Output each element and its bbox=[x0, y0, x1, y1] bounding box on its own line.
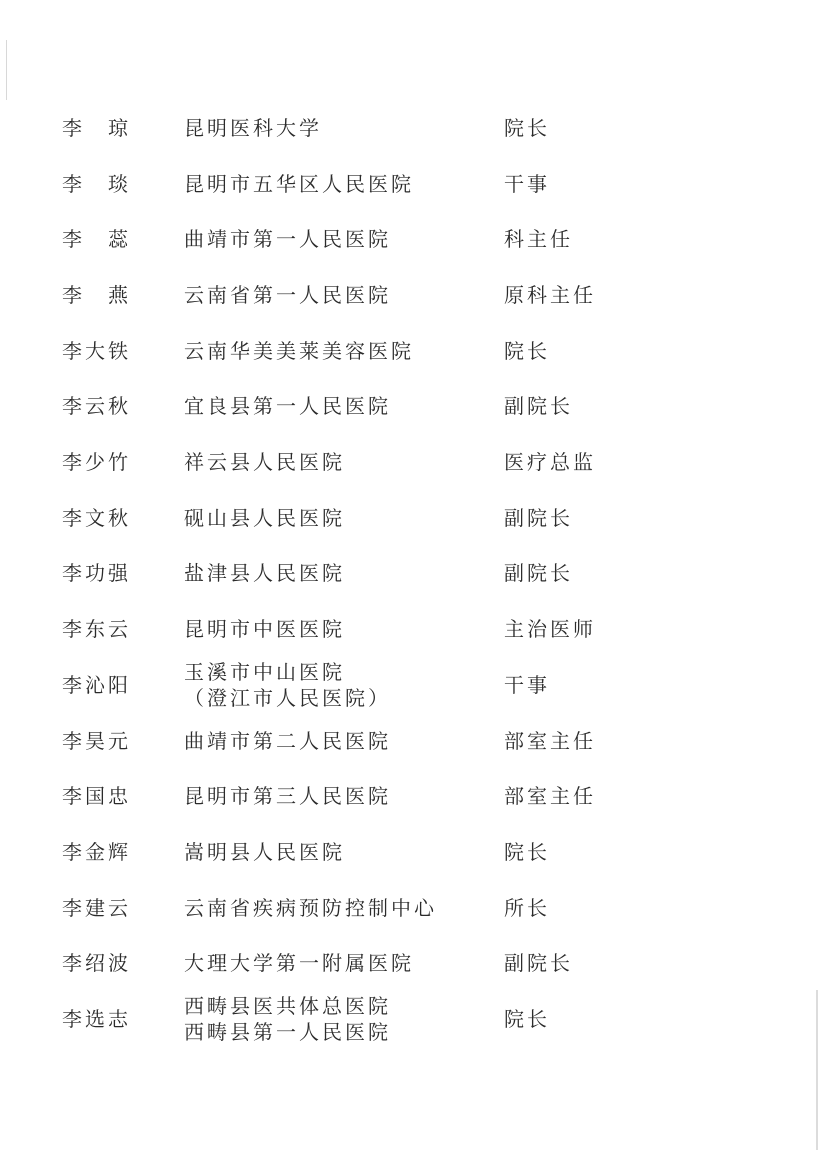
organization bbox=[184, 616, 345, 642]
person-name: 李东云 bbox=[62, 617, 131, 642]
personnel-list bbox=[0, 100, 826, 1047]
organization-line: 祥云县人民医院 bbox=[184, 449, 345, 474]
organization-line: 嵩明县人民医院 bbox=[184, 840, 345, 865]
position-title: 院长 bbox=[504, 338, 550, 363]
person-name: 李大铁 bbox=[62, 338, 131, 363]
person-name: 李少竹 bbox=[62, 449, 131, 474]
position-title: 部室主任 bbox=[504, 728, 596, 753]
list-item bbox=[0, 936, 826, 992]
organization bbox=[184, 560, 345, 586]
organization-line: 曲靖市第二人民医院 bbox=[184, 728, 391, 753]
list-item bbox=[0, 713, 826, 769]
organization-line: 宜良县第一人民医院 bbox=[184, 394, 391, 419]
organization bbox=[184, 226, 391, 252]
position-title: 院长 bbox=[504, 115, 550, 140]
person-name: 李昊元 bbox=[62, 728, 131, 753]
organization bbox=[184, 839, 345, 865]
list-item bbox=[0, 378, 826, 434]
person-name: 李金辉 bbox=[62, 840, 131, 865]
scan-edge-left bbox=[6, 40, 7, 100]
list-item bbox=[0, 880, 826, 936]
organization-line: 西畴县医共体总医院 bbox=[184, 994, 391, 1019]
person-name: 李 琼 bbox=[62, 115, 131, 140]
organization bbox=[184, 728, 391, 754]
organization-line: 玉溪市中山医院 bbox=[184, 659, 345, 684]
list-item bbox=[0, 657, 826, 713]
organization bbox=[184, 393, 391, 419]
organization bbox=[184, 115, 322, 141]
list-item bbox=[0, 824, 826, 880]
list-item bbox=[0, 546, 826, 602]
organization bbox=[184, 950, 414, 976]
person-name: 李 燕 bbox=[62, 282, 131, 307]
organization bbox=[184, 783, 391, 809]
person-name: 李 琰 bbox=[62, 171, 131, 196]
organization-line: 云南省疾病预防控制中心 bbox=[184, 895, 437, 920]
list-item bbox=[0, 156, 826, 212]
position-title: 原科主任 bbox=[504, 282, 596, 307]
organization-line: 云南省第一人民医院 bbox=[184, 282, 391, 307]
list-item bbox=[0, 991, 826, 1047]
person-name: 李文秋 bbox=[62, 505, 131, 530]
list-item bbox=[0, 100, 826, 156]
person-name: 李功强 bbox=[62, 561, 131, 586]
person-name: 李选志 bbox=[62, 1007, 131, 1032]
position-title: 主治医师 bbox=[504, 617, 596, 642]
organization bbox=[184, 993, 391, 1045]
position-title: 院长 bbox=[504, 1007, 550, 1032]
organization bbox=[184, 895, 437, 921]
list-item bbox=[0, 434, 826, 490]
organization-line: （澄江市人民医院） bbox=[184, 685, 391, 710]
organization-line: 砚山县人民医院 bbox=[184, 505, 345, 530]
position-title: 副院长 bbox=[504, 394, 573, 419]
organization bbox=[184, 505, 345, 531]
list-item bbox=[0, 601, 826, 657]
position-title: 干事 bbox=[504, 171, 550, 196]
list-item bbox=[0, 769, 826, 825]
organization-line: 曲靖市第一人民医院 bbox=[184, 227, 391, 252]
organization bbox=[184, 338, 414, 364]
organization bbox=[184, 282, 391, 308]
person-name: 李绍波 bbox=[62, 951, 131, 976]
organization bbox=[184, 659, 391, 711]
position-title: 干事 bbox=[504, 672, 550, 697]
position-title: 所长 bbox=[504, 895, 550, 920]
organization bbox=[184, 171, 414, 197]
organization-line: 西畴县第一人民医院 bbox=[184, 1020, 391, 1045]
list-item bbox=[0, 323, 826, 379]
organization-line: 盐津县人民医院 bbox=[184, 561, 345, 586]
person-name: 李云秋 bbox=[62, 394, 131, 419]
organization-line: 昆明市第三人民医院 bbox=[184, 784, 391, 809]
organization-line: 昆明市中医医院 bbox=[184, 617, 345, 642]
position-title: 副院长 bbox=[504, 505, 573, 530]
organization-line: 大理大学第一附属医院 bbox=[184, 951, 414, 976]
organization-line: 云南华美美莱美容医院 bbox=[184, 338, 414, 363]
organization-line: 昆明医科大学 bbox=[184, 115, 322, 140]
position-title: 院长 bbox=[504, 840, 550, 865]
position-title: 部室主任 bbox=[504, 784, 596, 809]
list-item bbox=[0, 211, 826, 267]
organization bbox=[184, 449, 345, 475]
person-name: 李沁阳 bbox=[62, 672, 131, 697]
position-title: 副院长 bbox=[504, 951, 573, 976]
list-item bbox=[0, 490, 826, 546]
position-title: 科主任 bbox=[504, 227, 573, 252]
organization-line: 昆明市五华区人民医院 bbox=[184, 171, 414, 196]
person-name: 李 蕊 bbox=[62, 227, 131, 252]
position-title: 副院长 bbox=[504, 561, 573, 586]
position-title: 医疗总监 bbox=[504, 449, 596, 474]
person-name: 李建云 bbox=[62, 895, 131, 920]
list-item bbox=[0, 267, 826, 323]
person-name: 李国忠 bbox=[62, 784, 131, 809]
